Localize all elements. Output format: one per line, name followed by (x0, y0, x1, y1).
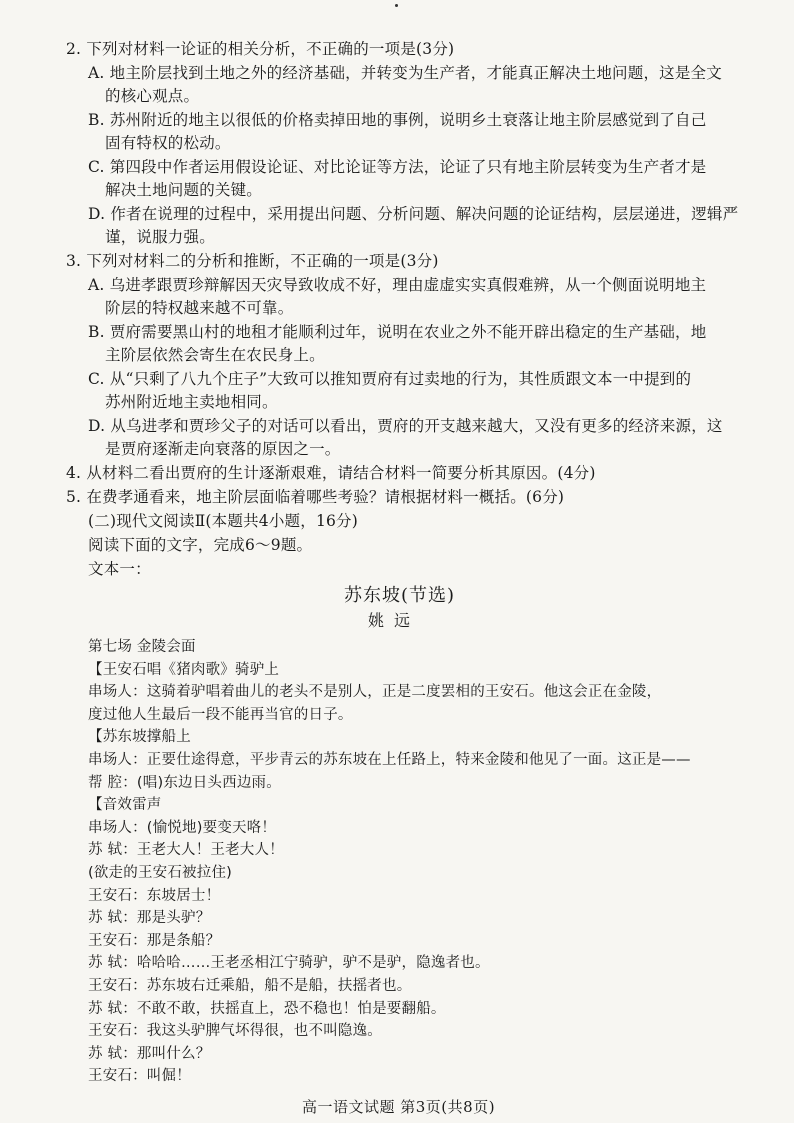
question-2-stem: 2. 下列对材料一论证的相关分析，不正确的一项是(3分) (66, 40, 455, 58)
dialogue-line: 苏 轼：那是头驴？ (88, 910, 211, 926)
dialogue-line: 苏 轼：哈哈哈……王老丞相江宁骑驴，驴不是驴，隐逸者也。 (88, 955, 490, 971)
section-instruction: 阅读下面的文字，完成6～9题。 (88, 536, 313, 554)
question-2-option-a: A. 地主阶层找到土地之外的经济基础，并转变为生产者，才能真正解决土地问题，这是全文 (88, 64, 722, 82)
question-3-option-b-cont: 主阶层依然会寄生在农民身上。 (105, 346, 325, 364)
question-2-option-d-cont: 谨，说服力强。 (105, 228, 215, 246)
dialogue-line: 苏 轼：那叫什么？ (88, 1046, 211, 1062)
dialogue-line: 王安石：苏东坡右迁乘船，船不是船，扶摇者也。 (88, 978, 412, 994)
section-heading: (二)现代文阅读Ⅱ(本题共4小题，16分) (88, 512, 359, 530)
question-2-option-d: D. 作者在说理的过程中，采用提出问题、分析问题、解决问题的论证结构，层层递进，逻辑严 (88, 205, 739, 223)
question-2-option-b: B. 苏州附近的地主以很低的价格卖掉田地的事例，说明乡土衰落让地主阶层感觉到了自己 (88, 111, 707, 129)
dialogue-line: 串场人：这骑着驴唱着曲儿的老头不是别人，正是二度罢相的王安石。他这会正在金陵， (88, 684, 662, 700)
dialogue-line: 串场人：(愉悦地)要变天咯！ (88, 820, 277, 836)
page-footer: 高一语文试题 第3页(共8页) (296, 1096, 501, 1118)
stage-direction: (欲走的王安石被拉住) (88, 865, 233, 881)
question-2-option-b-cont: 固有特权的松动。 (105, 134, 231, 152)
stage-direction: 【王安石唱《猪肉歌》骑驴上 (88, 662, 280, 678)
question-2-option-c-cont: 解决土地问题的关键。 (105, 181, 263, 199)
question-3-option-d: D. 从乌进孝和贾珍父子的对话可以看出，贾府的开支越来越大，又没有更多的经济来源，这 (88, 417, 723, 435)
dialogue-line: 苏 轼：不敢不敢，扶摇直上，恐不稳也！怕是要翻船。 (88, 1001, 446, 1017)
stage-direction: 【苏东坡撑船上 (88, 729, 191, 745)
question-4: 4. 从材料二看出贾府的生计逐渐艰难，请结合材料一简要分析其原因。(4分) (66, 464, 596, 482)
scan-speck (395, 4, 398, 7)
question-3-option-d-cont: 是贾府逐渐走向衰落的原因之一。 (105, 440, 341, 458)
question-5: 5. 在费孝通看来，地主阶层面临着哪些考验？请根据材料一概括。(6分) (66, 488, 565, 506)
question-3-option-b: B. 贾府需要黑山村的地租才能顺利过年，说明在农业之外不能开辟出稳定的生产基础，地 (88, 323, 707, 341)
dialogue-line: 王安石：东坡居士！ (88, 888, 221, 904)
question-3-option-c-cont: 苏州附近地主卖地相同。 (105, 393, 278, 411)
question-3-stem: 3. 下列对材料二的分析和推断，不正确的一项是(3分) (66, 252, 439, 270)
dialogue-line: 王安石：我这头驴脾气坏得很，也不叫隐逸。 (88, 1023, 382, 1039)
question-2-option-a-cont: 的核心观点。 (105, 87, 200, 105)
dialogue-line: 苏 轼：王老大人！王老大人！ (88, 842, 284, 858)
question-3-option-a: A. 乌进孝跟贾珍辩解因天灾导致收成不好，理由虚虚实实真假难辨，从一个侧面说明地主 (88, 276, 707, 294)
dialogue-line: 王安石：那是条船？ (88, 933, 221, 949)
dialogue-line: 王安石：叫倔！ (88, 1068, 191, 1084)
stage-direction: 【音效雷声 (88, 797, 162, 813)
question-3-option-c: C. 从“只剩了八九个庄子”大致可以推知贾府有过卖地的行为，其性质跟文本一中提到的 (88, 370, 692, 388)
question-3-option-a-cont: 阶层的特权越来越不可靠。 (105, 299, 294, 317)
passage-title: 苏东坡(节选) (344, 585, 456, 606)
dialogue-line: 串场人：正要仕途得意，平步青云的苏东坡在上任路上，特来金陵和他见了一面。这正是—— (88, 752, 691, 768)
question-2-option-c: C. 第四段中作者运用假设论证、对比论证等方法，论证了只有地主阶层转变为生产者才是 (88, 158, 707, 176)
passage-author: 姚远 (368, 611, 421, 630)
dialogue-line: 帮 腔：(唱)东边日头西边雨。 (88, 775, 281, 791)
scene-heading: 第七场 金陵会面 (88, 639, 196, 655)
dialogue-line: 度过他人生最后一段不能再当官的日子。 (88, 707, 353, 723)
text-label: 文本一： (88, 560, 151, 578)
